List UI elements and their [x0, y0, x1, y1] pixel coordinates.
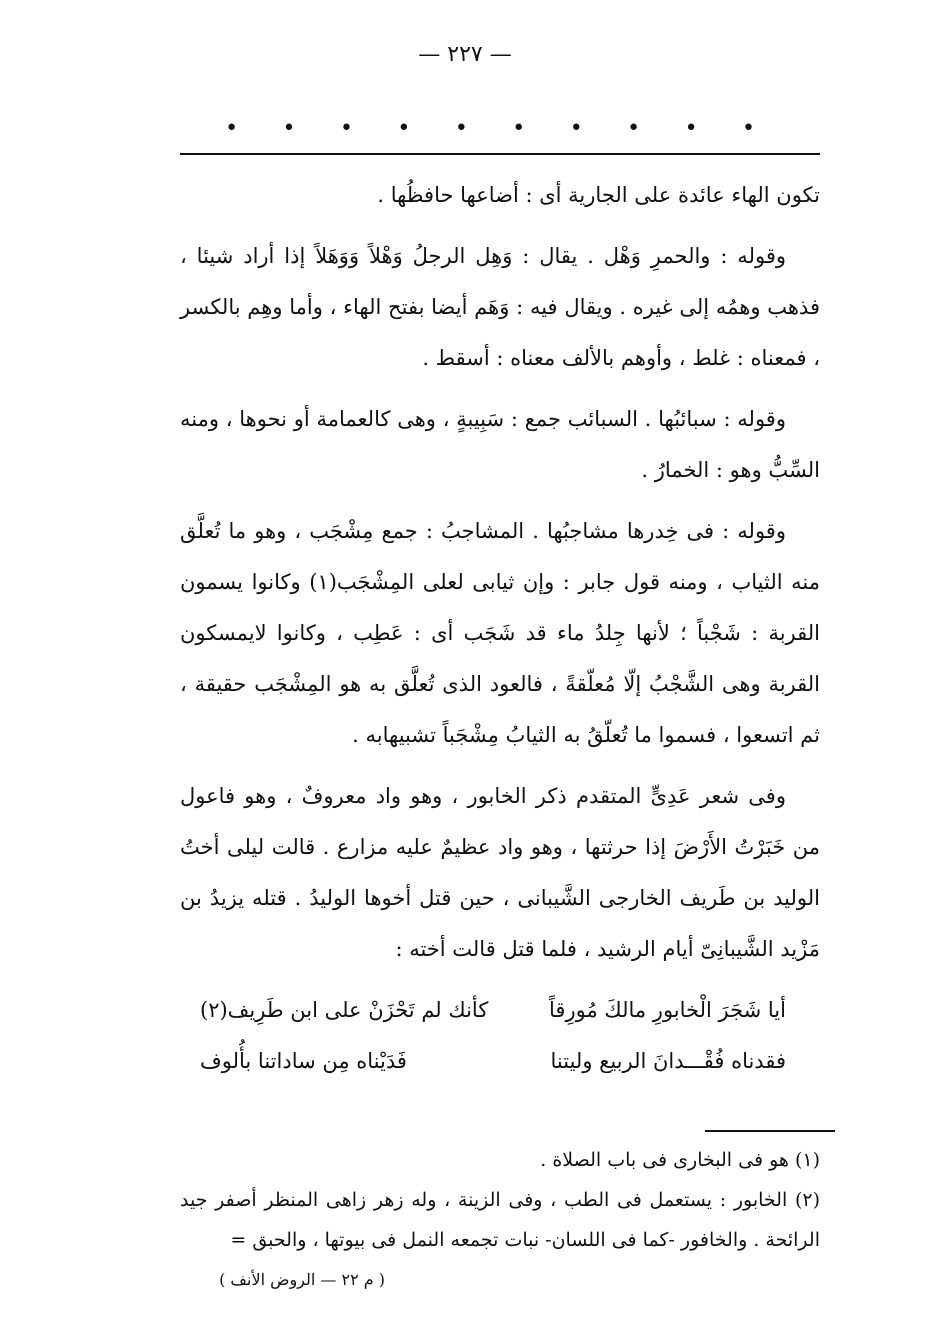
verse-first-hemistich: أيا شَجَرَ الْخابورِ مالكَ مُورِقاً	[549, 998, 786, 1022]
header-rule	[180, 153, 820, 155]
signature-mark: ( م ٢٢ — الروض الأنف )	[219, 1270, 385, 1289]
ornament-dot: •	[282, 116, 296, 141]
ornament-dot: •	[627, 116, 641, 141]
verse-line	[180, 1036, 820, 1087]
paragraph: وفى شعر عَدِىٍّ المتقدم ذكر الخابور ، وهو واد معروفٌ ، وهو فاعول من خَبَرْتُ الأَرْضَ إذا حرثتها ، وهو واد عظيمٌ عليه مزارع . قالت ليلى أختُ الوليد بن طَريف الخارجى الشَّيبانى ، حين قتل أخوها الوليدُ . قتله يزيدُ بن مَزْيد الشَّيبانِىّ أيام الرشيد ، فلما قتل قالت أخته :	[180, 784, 820, 961]
verse-first-hemistich: فقدناه فُقْـــدانَ الربيع وليتنا	[550, 1049, 786, 1073]
footnote-rule	[705, 1130, 835, 1132]
paragraph: وقوله : والحمرِ وَهْل . يقال : وَهِل الرجلُ وَهْلاً وَوَهَلاً إذا أراد شيئا ، فذهب وهمُه إلى غيره . ويقال فيه : وَهَم أيضا بفتح الهاء ، وأما وهِم بالكسر ، فمعناه : غلط ، وأوهم بالألف معناه : أسقط .	[180, 244, 820, 370]
footnote: (٢) الخابور : يستعمل فى الطب ، وفى الزينة ، وله زهر زاهى المنظر أصفر جيد الرائحة . والخافور -كما فى اللسان- نبات تجمعه النمل فى بيوتها ، والحبق =	[180, 1189, 820, 1251]
verse-line	[180, 985, 820, 1036]
ornament-dot: •	[512, 116, 526, 141]
paragraph: تكون الهاء عائدة على الجارية أى : أضاعها حافظُها .	[377, 183, 820, 207]
ornament-dot: •	[454, 116, 468, 141]
ornament-dot: •	[225, 116, 239, 141]
ornament-dot: •	[684, 116, 698, 141]
footnotes	[180, 1140, 820, 1260]
paragraph: وقوله : فى خِدرها مشاجبُها . المشاجبُ : جمع مِشْجَب ، وهو ما تُعلَّق منه الثياب ، ومنه قول جابر : وإن ثيابى لعلى المِشْجَب(١) وكانوا يسمون القربة : شَجْباً ؛ لأنها جِلدُ ماء قد شَجَب أى : عَطِب ، وكانوا لايمسكون القربة وهى الشَّجْبُ إلّا مُعلّقةً ، فالعود الذى تُعلَّق به هو المِشْجَب حقيقة ، ثم اتسعوا ، فسموا ما تُعلّقُ به الثيابُ مِشْجَباً تشبيهابه .	[180, 519, 820, 747]
ornament-dot: •	[569, 116, 583, 141]
main-text	[180, 170, 820, 1087]
ornament-dot: •	[339, 116, 353, 141]
ornament-dot: •	[742, 116, 755, 141]
footnote: (١) هو فى البخارى فى باب الصلاة .	[540, 1149, 820, 1171]
verse-second-hemistich: كأنك لم تَحْزَنْ على ابن طَرِيف(٢)	[200, 998, 489, 1022]
ornament-dot: •	[397, 116, 411, 141]
verse-second-hemistich: فَدَيْناه مِن ساداتنا بأُلوف	[200, 1049, 407, 1073]
paragraph: وقوله : سبائبُها . السبائب جمع : سَبِيبةٍ ، وهى كالعمامة أو نحوها ، ومنه السِّبُّ وهو : الخمارُ .	[180, 407, 820, 482]
ornament-row	[225, 118, 755, 140]
page-number: — ٢٢٧ —	[418, 42, 512, 67]
